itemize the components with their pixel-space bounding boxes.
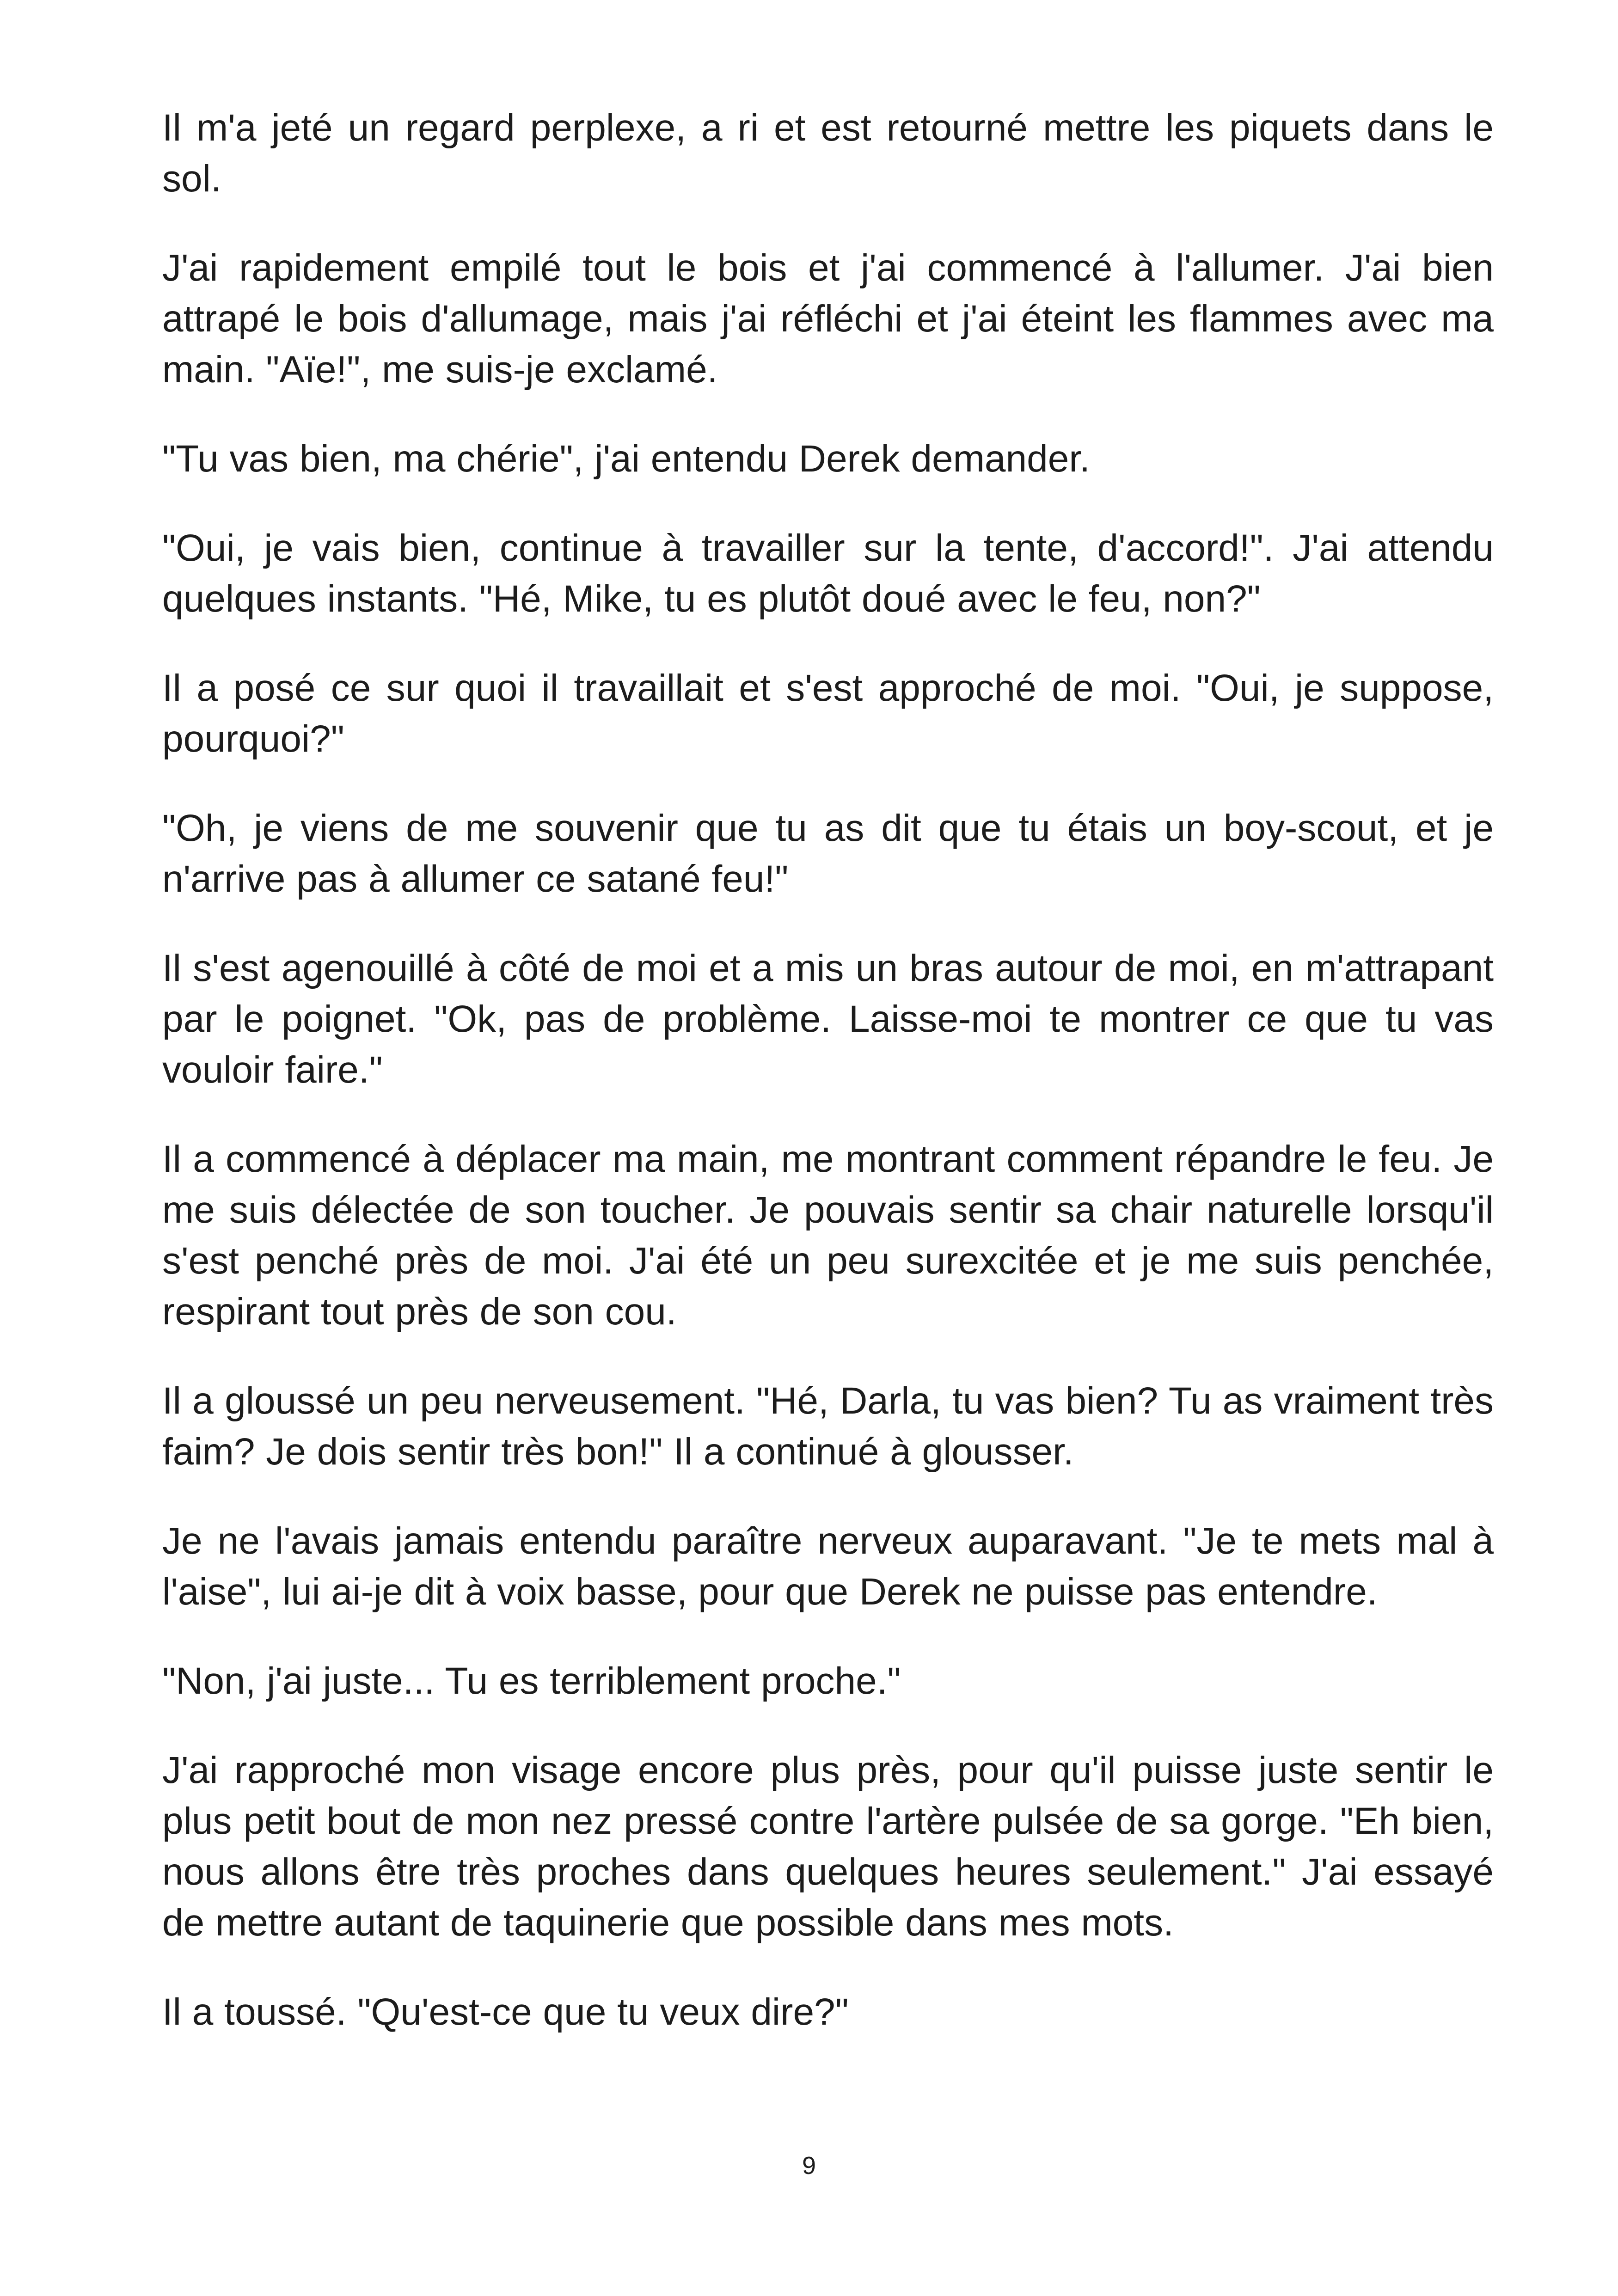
paragraph: Il m'a jeté un regard perplexe, a ri et est retourné mettre les piquets dans le sol. bbox=[162, 107, 1494, 200]
paragraph: Il a toussé. "Qu'est-ce que tu veux dire?" bbox=[162, 1991, 849, 2033]
paragraph: Il a commencé à déplacer ma main, me montrant comment répandre le feu. Je me suis délectée de son toucher. Je pouvais sentir sa chair naturelle lorsqu'il s'est penché près de moi. J'ai été un peu surexcitée et je me suis penchée, respirant tout près de son cou. bbox=[162, 1138, 1494, 1333]
paragraph: "Non, j'ai juste... Tu es terriblement proche." bbox=[162, 1660, 901, 1702]
paragraph: Il a gloussé un peu nerveusement. "Hé, Darla, tu vas bien? Tu as vraiment très faim? Je dois sentir très bon!" Il a continué à glousser. bbox=[162, 1380, 1494, 1473]
paragraph: "Tu vas bien, ma chérie", j'ai entendu Derek demander. bbox=[162, 438, 1090, 480]
paragraph: J'ai rapproché mon visage encore plus près, pour qu'il puisse juste sentir le plus petit bout de mon nez pressé contre l'artère pulsée de sa gorge. "Eh bien, nous allons être très proches dans quelques heures seulement." J'ai essayé de mettre autant de taquinerie que possible dans mes mots. bbox=[162, 1749, 1494, 1944]
paragraph: Il s'est agenouillé à côté de moi et a mis un bras autour de moi, en m'attrapant par le poignet. "Ok, pas de problème. Laisse-moi te montrer ce que tu vas vouloir faire." bbox=[162, 947, 1494, 1091]
paragraph: Il a posé ce sur quoi il travaillait et s'est approché de moi. "Oui, je suppose, pourquoi?" bbox=[162, 667, 1494, 760]
paragraph: J'ai rapidement empilé tout le bois et j'ai commencé à l'allumer. J'ai bien attrapé le bois d'allumage, mais j'ai réfléchi et j'ai éteint les flammes avec ma main. "Aïe!", me suis-je exclamé. bbox=[162, 247, 1494, 391]
page-number: 9 bbox=[802, 2152, 816, 2180]
document-page-body bbox=[162, 103, 1494, 2038]
paragraph: "Oui, je vais bien, continue à travailler sur la tente, d'accord!". J'ai attendu quelques instants. "Hé, Mike, tu es plutôt doué avec le feu, non?" bbox=[162, 527, 1494, 620]
paragraph: Je ne l'avais jamais entendu paraître nerveux auparavant. "Je te mets mal à l'aise", lui ai-je dit à voix basse, pour que Derek ne puisse pas entendre. bbox=[162, 1520, 1494, 1613]
paragraph: "Oh, je viens de me souvenir que tu as dit que tu étais un boy-scout, et je n'arrive pas à allumer ce satané feu!" bbox=[162, 807, 1494, 900]
